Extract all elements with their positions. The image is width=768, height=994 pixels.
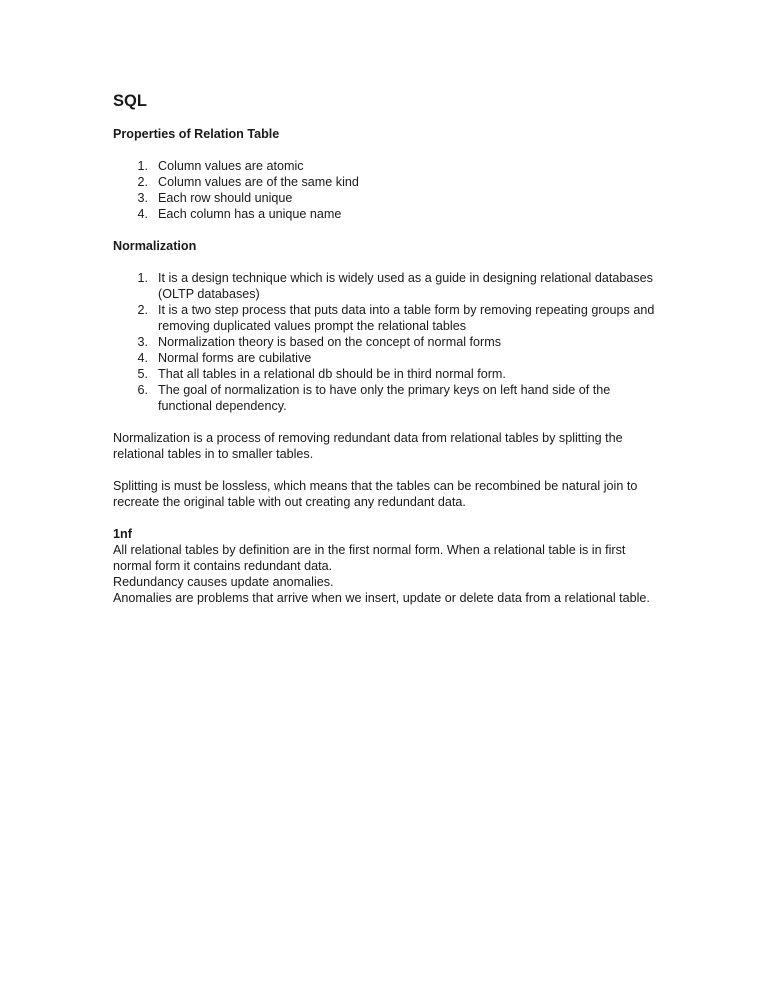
list-text: The goal of normalization is to have only the primary keys on left hand side of the functional dependency. xyxy=(158,383,611,413)
list-item xyxy=(113,366,658,382)
list-text: Normal forms are cubilative xyxy=(158,351,312,365)
list-item xyxy=(113,334,658,350)
first-nf-line: Redundancy causes update anomalies. xyxy=(113,575,334,589)
list-item xyxy=(113,174,658,190)
list-text: It is a design technique which is widely used as a guide in designing relational databases (OLTP databases) xyxy=(158,271,653,301)
splitting-paragraph: Splitting is must be lossless, which means that the tables can be recombined be natural join to recreate the original table with out creating any redundant data. xyxy=(113,479,638,509)
document-page xyxy=(113,88,658,606)
list-text: Column values are of the same kind xyxy=(158,175,359,189)
list-item xyxy=(113,382,658,414)
list-number: 3. xyxy=(137,335,148,349)
normalization-list xyxy=(113,270,658,414)
list-item xyxy=(113,158,658,174)
list-text: Each row should unique xyxy=(158,191,293,205)
properties-heading: Properties of Relation Table xyxy=(113,127,280,141)
list-text: It is a two step process that puts data into a table form by removing repeating groups and removing duplicated values prompt the relational tables xyxy=(158,303,655,333)
list-number: 4. xyxy=(137,351,148,365)
list-number: 1. xyxy=(137,271,148,285)
first-nf-line: All relational tables by definition are in the first normal form. When a relational table is in first normal form it contains redundant data. xyxy=(113,543,626,573)
list-number: 1. xyxy=(137,159,148,173)
list-number: 5. xyxy=(137,367,148,381)
first-normal-form-heading: 1nf xyxy=(113,527,132,541)
list-number: 3. xyxy=(137,191,148,205)
properties-list xyxy=(113,158,658,222)
list-number: 2. xyxy=(137,303,148,317)
document-title: SQL xyxy=(113,92,147,110)
normalization-paragraph: Normalization is a process of removing redundant data from relational tables by splitting the relational tables in to smaller tables. xyxy=(113,431,623,461)
first-nf-line: Anomalies are problems that arrive when we insert, update or delete data from a relational table. xyxy=(113,591,650,605)
list-text: Each column has a unique name xyxy=(158,207,342,221)
list-item xyxy=(113,190,658,206)
list-text: That all tables in a relational db should be in third normal form. xyxy=(158,367,506,381)
list-item xyxy=(113,206,658,222)
list-item xyxy=(113,270,658,302)
list-item xyxy=(113,350,658,366)
list-number: 6. xyxy=(137,383,148,397)
list-text: Normalization theory is based on the concept of normal forms xyxy=(158,335,501,349)
list-text: Column values are atomic xyxy=(158,159,304,173)
list-item xyxy=(113,302,658,334)
normalization-heading: Normalization xyxy=(113,239,197,253)
list-number: 2. xyxy=(137,175,148,189)
list-number: 4. xyxy=(137,207,148,221)
